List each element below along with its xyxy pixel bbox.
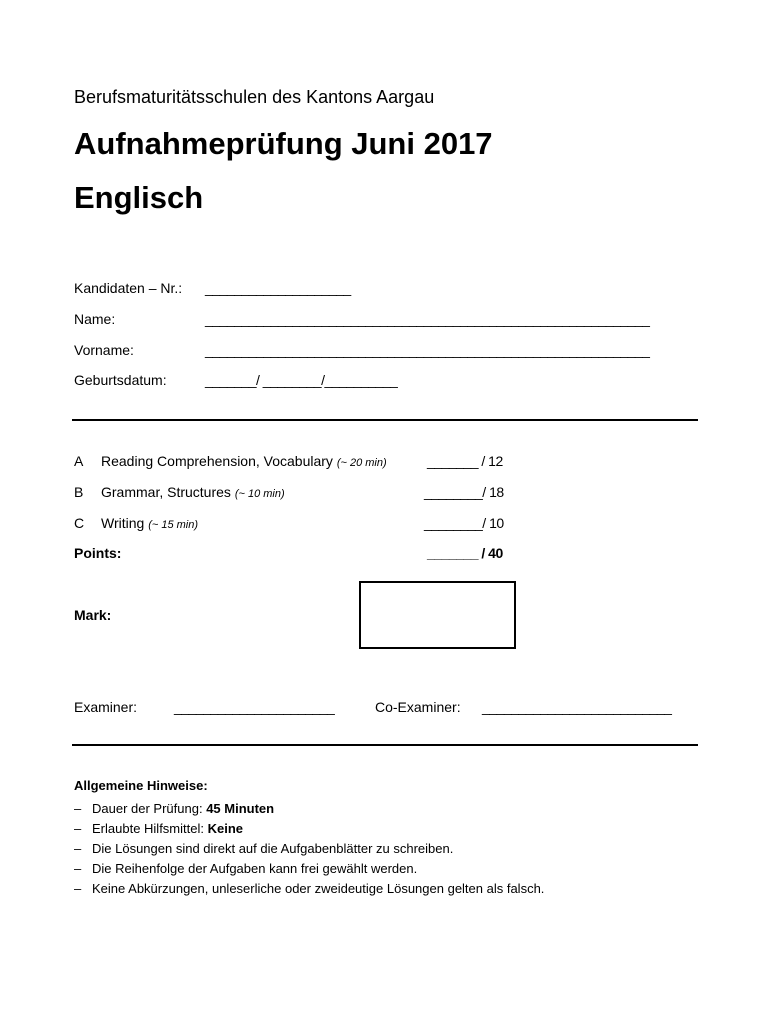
examiner-field[interactable]: ______________________ — [174, 699, 335, 715]
notes-item-emphasis: Keine — [207, 821, 243, 836]
candidate-nr-field[interactable]: ____________________ — [205, 280, 351, 296]
section-b-duration: (~ 10 min) — [234, 488, 285, 500]
dash-marker: – — [74, 881, 82, 896]
section-c-duration: (~ 15 min) — [148, 519, 199, 531]
notes-item — [74, 819, 544, 839]
dash-marker: – — [74, 821, 82, 836]
dash-marker: – — [74, 801, 82, 816]
notes-item-text: Erlaubte Hilfsmittel: — [92, 821, 208, 836]
exam-title: Aufnahmeprüfung Juni 2017 — [74, 126, 493, 161]
section-a-letter: A — [74, 453, 84, 469]
dash-marker: – — [74, 841, 82, 856]
section-a-row — [101, 453, 387, 469]
section-c-letter: C — [74, 515, 85, 531]
school-name: Berufsmaturitätsschulen des Kantons Aargau — [74, 87, 435, 107]
examiner-label: Examiner: — [74, 699, 138, 715]
section-a-duration: (~ 20 min) — [336, 457, 387, 469]
co-examiner-field[interactable]: __________________________ — [482, 699, 672, 715]
notes-item-text: Die Reihenfolge der Aufgaben kann frei gewählt werden. — [92, 861, 418, 876]
birthdate-label: Geburtsdatum: — [74, 372, 167, 388]
notes-item — [74, 799, 544, 819]
notes-item-text: Die Lösungen sind direkt auf die Aufgabenblätter zu schreiben. — [92, 841, 454, 856]
notes-item-emphasis: 45 Minuten — [206, 801, 275, 816]
section-b-name: Grammar, Structures — [101, 484, 231, 500]
candidate-nr-label: Kandidaten – Nr.: — [74, 280, 183, 296]
notes-list — [74, 799, 544, 899]
section-c-row — [101, 515, 198, 531]
birthdate-field[interactable]: _______/ ________/__________ — [205, 372, 398, 388]
notes-item-text: Dauer der Prüfung: — [92, 801, 207, 816]
name-label: Name: — [74, 311, 116, 327]
section-b-row — [101, 484, 285, 500]
mark-box[interactable] — [359, 581, 516, 649]
divider-bottom — [72, 744, 698, 746]
co-examiner-label: Co-Examiner: — [375, 699, 461, 715]
mark-label: Mark: — [74, 607, 112, 623]
notes-heading: Allgemeine Hinweise: — [74, 778, 208, 793]
section-c-name: Writing — [101, 515, 145, 531]
points-label: Points: — [74, 545, 122, 561]
section-a-name: Reading Comprehension, Vocabulary — [101, 453, 333, 469]
section-a-score[interactable]: _______ / 12 — [427, 453, 503, 469]
section-b-letter: B — [74, 484, 84, 500]
section-c-score[interactable]: ________/ 10 — [424, 515, 504, 531]
notes-item — [74, 839, 544, 859]
divider-top — [72, 419, 698, 421]
exam-subject: Englisch — [74, 180, 204, 215]
notes-item — [74, 859, 544, 879]
points-total-score[interactable]: _______ / 40 — [427, 545, 503, 561]
notes-item-text: Keine Abkürzungen, unleserliche oder zweideutige Lösungen gelten als falsch. — [92, 881, 545, 896]
vorname-label: Vorname: — [74, 342, 134, 358]
notes-item — [74, 879, 544, 899]
name-field[interactable]: _____________________________________________________________ — [205, 311, 650, 327]
dash-marker: – — [74, 861, 82, 876]
section-b-score[interactable]: ________/ 18 — [424, 484, 504, 500]
vorname-field[interactable]: _____________________________________________________________ — [205, 342, 650, 358]
